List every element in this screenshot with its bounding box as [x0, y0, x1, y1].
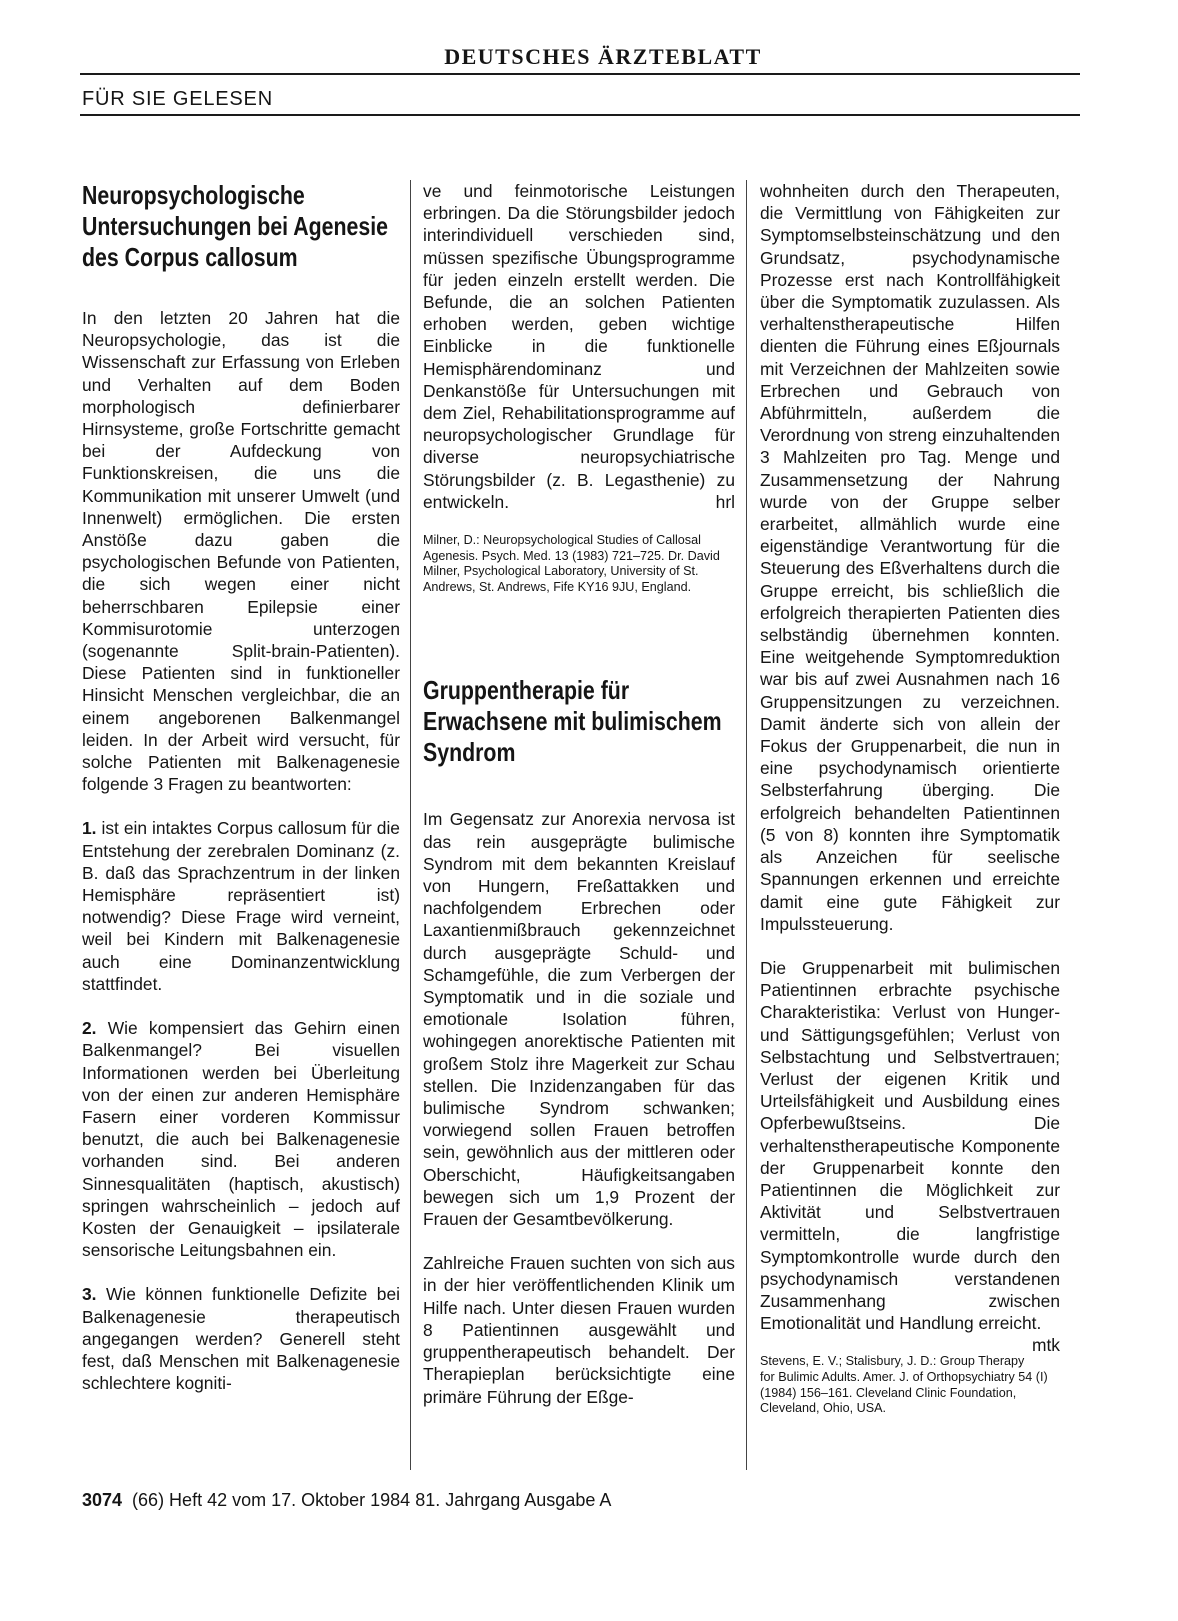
article1-intro: In den letzten 20 Jahren hat die Neuropsychologie, das ist die Wissenschaft zur Erfassung von Erleben und Verhalten auf dem Boden morphologisch definierbarer Hirnsysteme, große Fortschritte gemacht bei der Aufdeckung von Funktionskreisen, die uns die Kommunikation mit unserer Umwelt (und Innenwelt) ermöglichen. Die ersten Anstöße dazu gaben die psychologischen Befunde von Patienten, die sich wegen einer nicht beherrschbaren Epilepsie einer Kommisurotomie unterzogen (sogenannte Split-brain-Patienten). Diese Patienten sind in funktioneller Hinsicht Menschen vergleichbar, die an einem angeborenen Balkenmangel leiden. In der Arbeit wird versucht, für solche Patienten mit Balkenagenesie folgende 3 Fragen zu beantworten: — [82, 308, 400, 795]
column-divider-right — [746, 180, 747, 1470]
section-rule — [80, 114, 1080, 116]
question-1-text: ist ein intaktes Corpus callosum für die Entstehung der zerebralen Dominanz (z. B. daß das Sprachzentrum in der linken Hemisphäre repräsentiert ist) notwendig? Diese Frage wird verneint, weil bei Kindern mit Balkenagenesie auch eine Dominanzentwicklung stattfindet. — [82, 818, 400, 994]
article2-paragraph-2-continued: wohnheiten durch den Therapeuten, die Vermittlung von Fähigkeiten zur Symptomselbsteinschätzung und den Grundsatz, psychodynamische Prozesse erst nach Kontrollfähigkeit über die Symptomatik zuzulassen. Als verhaltenstherapeutische Hilfen dienten die Führung eines Eßjournals mit Verzeichnen der Mahlzeiten sowie Erbrechen und Gebrauch von Abführmitteln, außerdem die Verordnung von streng einzuhaltenden 3 Mahlzeiten pro Tag. Menge und Zusammensetzung der Nahrung wurde von der Gruppe selber erarbeitet, allmählich wurde eine eigenständige Verantwortung für die Steuerung des Eßverhaltens durch die Gruppe erreicht, bis schließlich die erfolgreich therapierten Patienten dies selbständig übernehmen konnten. Eine weitgehende Symptomreduktion war bis auf zwei Ausnahmen nach 16 Gruppensitzungen zu verzeichnen. Damit änderte sich von allein der Fokus der Gruppenarbeit, die nun in eine psychodynamisch orientierte Selbsterfahrung überging. Die erfolgreich behandelten Patientinnen (5 von 8) konnten ihre Symptomatik als Anzeichen für seelische Spannungen erkennen und erreichte damit eine gute Fähigkeit zur Impulssteuerung. — [760, 181, 1060, 934]
issue-info: (66) Heft 42 vom 17. Oktober 1984 81. Jahrgang Ausgabe A — [132, 1490, 612, 1510]
question-3-text: Wie können funktionelle Defizite bei Balkenagenesie therapeutisch angegangen werden? Generell steht fest, daß Menschen mit Balkenagenesie schlechtere kogniti- — [82, 1284, 400, 1394]
article1-question-2 — [82, 1017, 400, 1261]
masthead: DEUTSCHES ÄRZTEBLATT — [444, 44, 762, 69]
question-3-number: 3. — [82, 1284, 97, 1305]
top-rule — [80, 73, 1080, 75]
question-2-text: Wie kompensiert das Gehirn einen Balkenmangel? Bei visuellen Informationen werden bei Überleitung von der einen zur anderen Hemisphäre Fasern einer vorderen Kommissur benutzt, die auch bei Balkenagenesie vorhanden sind. Bei anderen Sinnesqualitäten (haptisch, akustisch) springen wahrscheinlich – jedoch auf Kosten der Genauigkeit – ipsilaterale sensorische Leitungsbahnen ein. — [82, 1018, 400, 1261]
article2-paragraph-3 — [760, 957, 1060, 1356]
column-divider-left — [410, 180, 411, 1470]
article2-paragraph-3-text: Die Gruppenarbeit mit bulimischen Patientinnen erbrachte psychische Charakteristika: Verlust von Hunger- und Sättigungsgefühlen; Verlust von Selbstachtung und Selbstvertrauen; Verlust der eigenen Kritik und Urteilsfähigkeit und Ausbildung eines Opferbewußtseins. Die verhaltenstherapeutische Komponente der Gruppenarbeit konnte den Patientinnen die Möglichkeit zur Aktivität und Selbstvertrauen vermitteln, die langfristige Symptomkontrolle wurde durch den psychodynamisch verstandenen Zusammenhang zwischen Emotionalität und Handlung erreicht. — [760, 957, 1060, 1334]
article2-paragraph-2: Zahlreiche Frauen suchten von sich aus in der hier veröffentlichenden Klinik um Hilfe nach. Unter diesen Frauen wurden 8 Patientinnen ausgewählt und gruppentherapeutisch behandelt. Der Therapieplan berücksichtigte eine primäre Führung der Eßge- — [423, 1253, 735, 1407]
question-1-number: 1. — [82, 818, 97, 839]
column-1 — [82, 180, 400, 1394]
column-3 — [760, 180, 1060, 1417]
article1-question-3-continued — [423, 180, 735, 513]
article2-author: mtk — [1031, 1335, 1060, 1356]
column-2 — [423, 180, 735, 1408]
article1-question-1 — [82, 817, 400, 995]
question-3-continued-text: ve und feinmotorische Leistungen erbringen. Da die Störungsbilder jedoch interindividuell verschieden sind, müssen spezifische Übungsprogramme für jeden einzeln erstellt werden. Die Befunde, die an solchen Patienten erhoben werden, geben wichtige Einblicke in die funktionelle Hemisphärendominanz und Denkanstöße für Untersuchungen mit dem Ziel, Rehabilitationsprogramme auf neuropsychologischer Grundlage für diverse neuropsychiatrische Störungsbilder (z. B. Legasthenie) zu entwickeln. — [423, 181, 735, 512]
article1-question-3 — [82, 1283, 400, 1394]
article1-reference: Milner, D.: Neuropsychological Studies of Callosal Agenesis. Psych. Med. 13 (1983) 721–725. Dr. David Milner, Psychological Laboratory, University of St. Andrews, St. Andrews, Fife KY16 9JU, England. — [423, 533, 720, 594]
article1-title: Neuropsychologische Untersuchungen bei Agenesie des Corpus callosum — [82, 180, 389, 272]
section-label: FÜR SIE GELESEN — [82, 88, 273, 110]
article1-author: hrl — [715, 491, 735, 512]
page-number: 3074 — [82, 1490, 123, 1510]
article2-paragraph-1: Im Gegensatz zur Anorexia nervosa ist das rein ausgeprägte bulimische Syndrom mit dem bekannten Kreislauf von Hungern, Freßattakken und nachfolgendem Erbrechen oder Laxantienmißbrauch gekennzeichnet durch ausgeprägte Schuld- und Schamgefühle, die zum Verbergen der Symptomatik und in die soziale und emotionale Isolation führen, wohingegen anorektische Patienten mit großem Stolz ihre Magerkeit zur Schau stellen. Die Inzidenzangaben für das bulimische Syndrom schwanken; vorwiegend sollen Frauen betroffen sein, gewöhnlich aus der mittleren oder Oberschicht, Häufigkeitsangaben bewegen sich um 1,9 Prozent der Frauen der Gesamtbevölkerung. — [423, 809, 735, 1230]
article2-reference: Stevens, E. V.; Stalisbury, J. D.: Group Therapy for Bulimic Adults. Amer. J. of Orthopsychiatry 54 (I) (1984) 156–161. Cleveland Clinic Foundation, Cleveland, Ohio, USA. — [760, 1354, 1048, 1416]
article2-title: Gruppentherapie für Erwachsene mit bulimischem Syndrom — [423, 675, 722, 768]
question-2-number: 2. — [82, 1018, 97, 1039]
page-footer — [82, 1490, 611, 1511]
